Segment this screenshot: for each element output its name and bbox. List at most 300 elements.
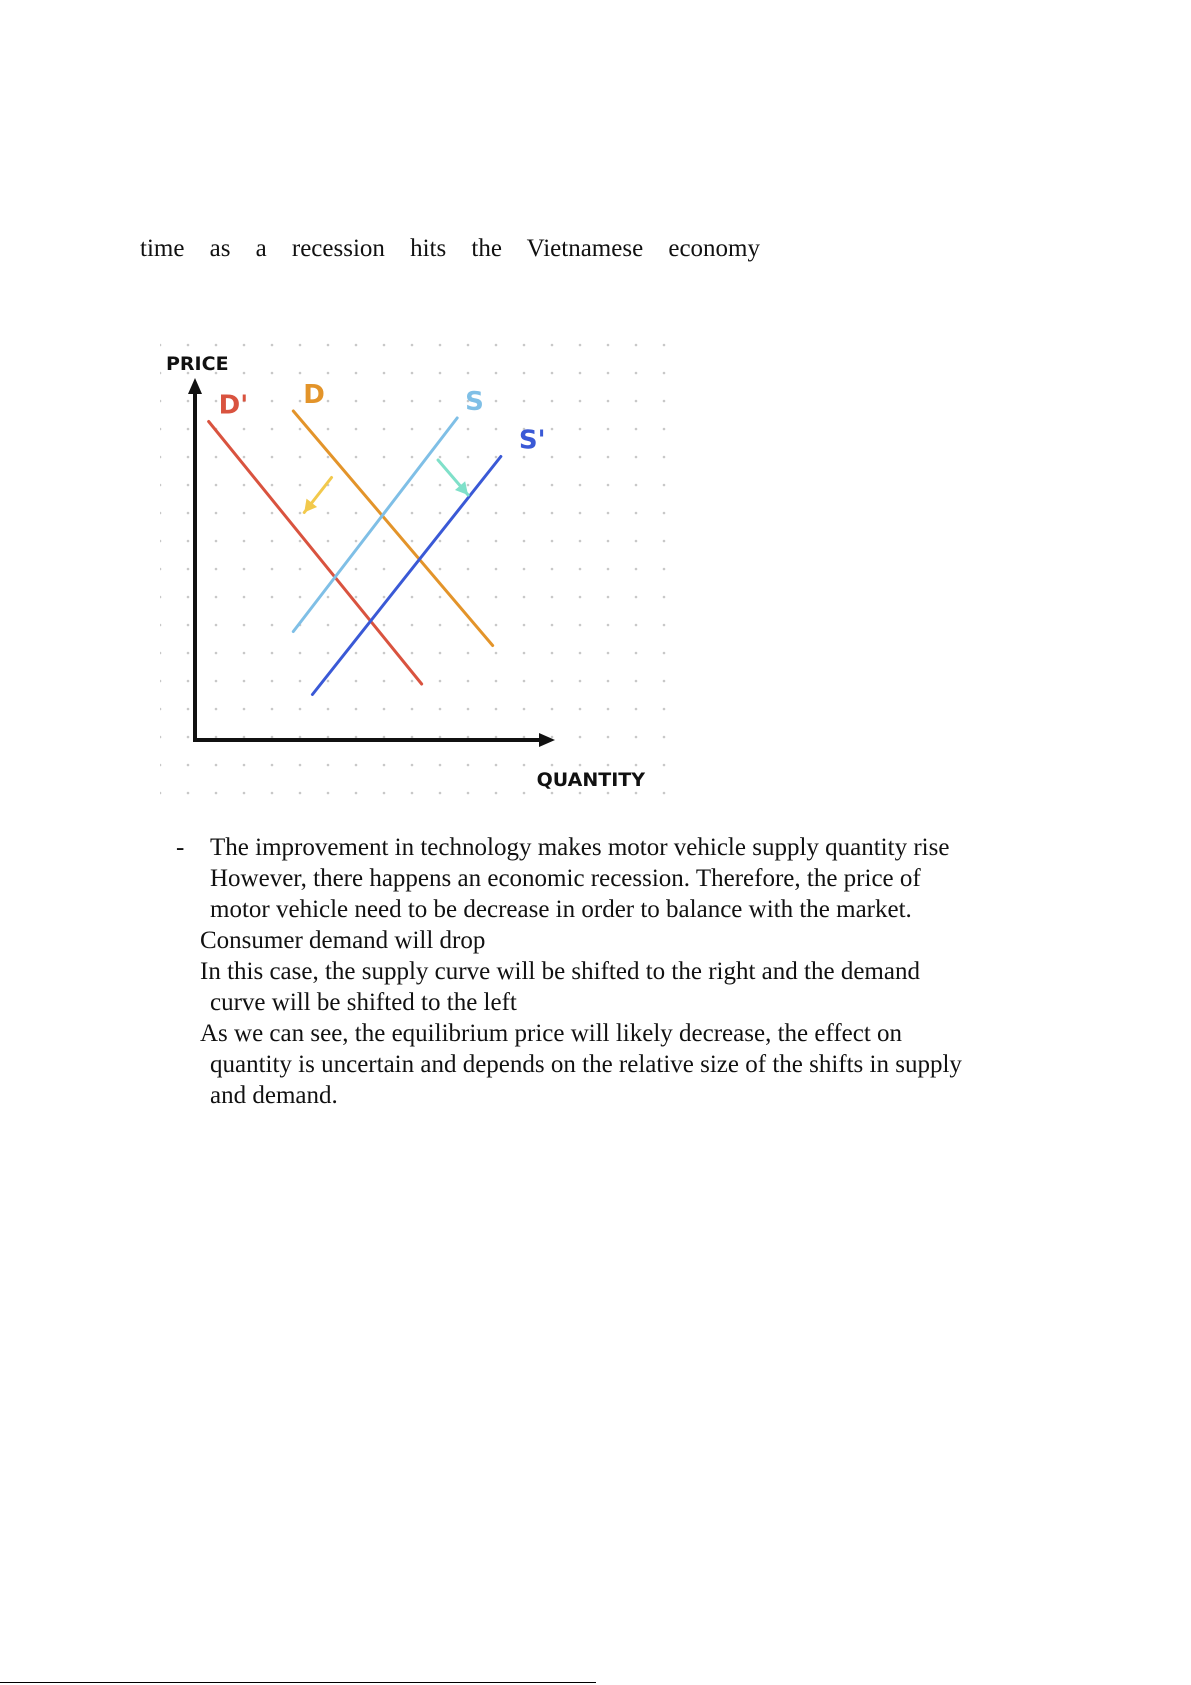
grid-dot (160, 596, 161, 599)
grid-dot (160, 680, 161, 683)
grid-dot (243, 764, 246, 767)
grid-dot (551, 568, 554, 571)
grid-dot (160, 568, 161, 571)
grid-dot (411, 484, 414, 487)
grid-dot (355, 680, 358, 683)
grid-dot (663, 540, 666, 543)
grid-dot (271, 484, 274, 487)
grid-dot (383, 456, 386, 459)
grid-dot (607, 624, 610, 627)
grid-dot (327, 764, 330, 767)
grid-dot (327, 512, 330, 515)
grid-dot (439, 792, 442, 795)
grid-dot (299, 680, 302, 683)
grid-dot (243, 708, 246, 711)
grid-dot (355, 652, 358, 655)
bullet-line: motor vehicle need to be decrease in order to balance with the market. (210, 896, 912, 923)
grid-dot (160, 652, 161, 655)
grid-dot (467, 344, 470, 347)
grid-dot (523, 708, 526, 711)
grid-dot (355, 764, 358, 767)
grid-dot (495, 764, 498, 767)
series-label: S (465, 387, 484, 417)
grid-dot (551, 652, 554, 655)
grid-dot (663, 400, 666, 403)
grid-dot (215, 344, 218, 347)
sub-item-demand-drop (172, 925, 1052, 956)
grid-dot (663, 456, 666, 459)
grid-dot (579, 652, 582, 655)
grid-dot (160, 456, 161, 459)
grid-dot (523, 624, 526, 627)
grid-dot (243, 680, 246, 683)
grid-dot (495, 568, 498, 571)
grid-dot (635, 736, 638, 739)
grid-dot (495, 372, 498, 375)
grid-dot (439, 652, 442, 655)
grid-dot (551, 764, 554, 767)
grid-dot (551, 372, 554, 375)
grid-dot (383, 624, 386, 627)
grid-dot (439, 708, 442, 711)
grid-dot (523, 344, 526, 347)
grid-dot (579, 568, 582, 571)
grid-dot (607, 512, 610, 515)
grid-dot (523, 792, 526, 795)
grid-dot (215, 568, 218, 571)
grid-dot (439, 484, 442, 487)
series-line (293, 418, 457, 632)
grid-dot (607, 568, 610, 571)
grid-dot (215, 624, 218, 627)
sub-item-equilibrium (172, 1018, 1052, 1111)
grid-dot (187, 484, 190, 487)
grid-dot (215, 652, 218, 655)
grid-dot (523, 652, 526, 655)
grid-dot (523, 400, 526, 403)
grid-dot (187, 540, 190, 543)
grid-dot (523, 736, 526, 739)
grid-dot (411, 764, 414, 767)
grid-dot (635, 680, 638, 683)
grid-dot (523, 512, 526, 515)
grid-dot (299, 568, 302, 571)
sub-item-curve-shift (172, 956, 1052, 1018)
dash-marker: - (176, 834, 185, 861)
grid-dot (495, 512, 498, 515)
grid-dot (327, 736, 330, 739)
sub-item-line: curve will be shifted to the left (210, 989, 517, 1016)
series-label: D' (218, 390, 249, 421)
bullet-line: However, there happens an economic recession. Therefore, the price of (210, 865, 921, 892)
grid-dot (299, 652, 302, 655)
grid-dot (607, 400, 610, 403)
sub-item-line: In this case, the supply curve will be shifted to the right and the demand (200, 958, 920, 985)
grid-dot (495, 736, 498, 739)
grid-dot (383, 400, 386, 403)
grid-dot (355, 792, 358, 795)
grid-dot (355, 344, 358, 347)
grid-dot (579, 792, 582, 795)
grid-dot (579, 624, 582, 627)
grid-dot (271, 596, 274, 599)
grid-dot (439, 512, 442, 515)
grid-dot (551, 428, 554, 431)
grid-dot (187, 568, 190, 571)
grid-dot (467, 596, 470, 599)
grid-dot (607, 792, 610, 795)
grid-dot (215, 400, 218, 403)
grid-dot (187, 736, 190, 739)
grid-dot (551, 344, 554, 347)
grid-dot (355, 624, 358, 627)
grid-dot (383, 540, 386, 543)
grid-dot (187, 792, 190, 795)
grid-dot (271, 400, 274, 403)
grid-dot (551, 456, 554, 459)
grid-dot (299, 540, 302, 543)
grid-dot (327, 400, 330, 403)
grid-dot (635, 512, 638, 515)
grid-dot (523, 680, 526, 683)
grid-dot (383, 708, 386, 711)
grid-dot (495, 708, 498, 711)
grid-dot (383, 596, 386, 599)
grid-dot (411, 512, 414, 515)
grid-dot (215, 708, 218, 711)
grid-dot (439, 428, 442, 431)
grid-dot (495, 400, 498, 403)
grid-dot (635, 568, 638, 571)
grid-dot (607, 428, 610, 431)
grid-dot (467, 456, 470, 459)
grid-dot (411, 596, 414, 599)
grid-dot (160, 484, 161, 487)
series-lines (209, 411, 501, 695)
grid-dot (495, 344, 498, 347)
grid-dot (215, 792, 218, 795)
grid-dot (271, 540, 274, 543)
grid-dot (607, 456, 610, 459)
grid-dot (495, 484, 498, 487)
grid-dot (215, 680, 218, 683)
grid-dot (355, 372, 358, 375)
grid-dot (663, 568, 666, 571)
shift-arrows (304, 460, 468, 513)
x-axis-arrow-icon (539, 733, 555, 747)
grid-dot (579, 400, 582, 403)
heading-line (140, 232, 760, 266)
heading-word: a (255, 235, 267, 262)
grid-dot (467, 624, 470, 627)
grid-dot (495, 792, 498, 795)
grid-dot (467, 568, 470, 571)
grid-dot (467, 708, 470, 711)
grid-dot (215, 512, 218, 515)
grid-dot (467, 484, 470, 487)
grid-dot (383, 736, 386, 739)
series-line (293, 411, 492, 646)
grid-dot (271, 512, 274, 515)
series-label: S' (518, 425, 546, 456)
grid-dot (467, 792, 470, 795)
grid-dot (439, 680, 442, 683)
grid-dot (383, 568, 386, 571)
grid-dot (271, 428, 274, 431)
grid-dot (607, 596, 610, 599)
grid-dot (439, 736, 442, 739)
grid-dot (187, 680, 190, 683)
grid-dot (243, 372, 246, 375)
grid-dot (383, 792, 386, 795)
grid-dot (299, 484, 302, 487)
grid-dot (635, 344, 638, 347)
sub-item-line: As we can see, the equilibrium price will likely decrease, the effect on (200, 1020, 903, 1047)
grid-dot (551, 540, 554, 543)
grid-dot (355, 428, 358, 431)
grid-dot (635, 372, 638, 375)
grid-dot (579, 736, 582, 739)
grid-dot (299, 596, 302, 599)
grid-dot (635, 708, 638, 711)
grid-dot (271, 456, 274, 459)
grid-dot (635, 428, 638, 431)
grid-dot (215, 736, 218, 739)
grid-dot (299, 764, 302, 767)
body-text (172, 832, 1052, 1111)
grid-dot (355, 540, 358, 543)
grid-dot (243, 736, 246, 739)
grid-dot (187, 764, 190, 767)
grid-dot (607, 372, 610, 375)
heading-word: hits (410, 235, 447, 262)
bullet-line: The improvement in technology makes motor vehicle supply quantity rise (210, 834, 950, 861)
grid-dot (355, 596, 358, 599)
grid-dot (607, 764, 610, 767)
grid-dot (411, 540, 414, 543)
grid-dot (160, 708, 161, 711)
grid-dot (187, 456, 190, 459)
sub-item-line: quantity is uncertain and depends on the relative size of the shifts in supply (210, 1051, 962, 1078)
grid-dot (243, 512, 246, 515)
grid-dot (327, 624, 330, 627)
grid-dot (355, 512, 358, 515)
grid-dot (271, 708, 274, 711)
grid-dot (663, 512, 666, 515)
grid-dot (243, 428, 246, 431)
grid-dot (271, 568, 274, 571)
grid-dot (299, 736, 302, 739)
grid-dot (467, 540, 470, 543)
grid-dot (160, 736, 161, 739)
grid-dot (411, 372, 414, 375)
grid-dot (579, 596, 582, 599)
grid-dot (271, 372, 274, 375)
grid-dot (243, 568, 246, 571)
grid-dot (495, 540, 498, 543)
grid-dot (607, 344, 610, 347)
grid-dot (187, 428, 190, 431)
grid-dot (271, 344, 274, 347)
grid-dot (160, 372, 161, 375)
grid-dot (439, 400, 442, 403)
grid-dot (411, 428, 414, 431)
grid-dot (635, 484, 638, 487)
heading-word: economy (668, 235, 760, 262)
grid-dot (439, 624, 442, 627)
grid-dot (635, 652, 638, 655)
grid-dot (495, 680, 498, 683)
grid-dot (467, 372, 470, 375)
grid-dot (299, 456, 302, 459)
grid-dot (355, 568, 358, 571)
grid-dot (523, 568, 526, 571)
grid-dot (523, 456, 526, 459)
grid-dot (383, 764, 386, 767)
grid-dot (607, 652, 610, 655)
heading-word: as (209, 235, 231, 262)
grid-dot (327, 372, 330, 375)
grid-dot (551, 708, 554, 711)
grid-dot (187, 512, 190, 515)
grid-dot (299, 344, 302, 347)
grid-dot (355, 400, 358, 403)
grid-dot (579, 764, 582, 767)
grid-dot (243, 540, 246, 543)
grid-dot (467, 764, 470, 767)
grid-dot (663, 484, 666, 487)
grid-dot (607, 708, 610, 711)
grid-dot (215, 484, 218, 487)
grid-dot (579, 484, 582, 487)
grid-dot (551, 792, 554, 795)
grid-dot (523, 372, 526, 375)
grid-dot (635, 596, 638, 599)
y-axis-label: PRICE (166, 353, 229, 375)
grid-dot (271, 764, 274, 767)
grid-dot (411, 400, 414, 403)
grid-dot (355, 708, 358, 711)
grid-dot (523, 540, 526, 543)
grid-dot (495, 428, 498, 431)
grid-dot (439, 372, 442, 375)
grid-dot (160, 624, 161, 627)
grid-dot (635, 792, 638, 795)
grid-dot (551, 400, 554, 403)
grid-dot (243, 792, 246, 795)
grid-dot (579, 680, 582, 683)
series-line (209, 422, 422, 685)
grid-dot (635, 624, 638, 627)
grid-dot (411, 652, 414, 655)
grid-dot (411, 792, 414, 795)
grid-dot (411, 736, 414, 739)
grid-dot (439, 596, 442, 599)
grid-dot (495, 652, 498, 655)
grid-dot (299, 792, 302, 795)
series-label: D (303, 380, 325, 410)
grid-dot (635, 764, 638, 767)
grid-dot (439, 344, 442, 347)
grid-dot (327, 456, 330, 459)
grid-dot (663, 764, 666, 767)
grid-dot (439, 456, 442, 459)
grid-dot (160, 512, 161, 515)
axes (188, 378, 555, 747)
grid-dot (215, 456, 218, 459)
grid-dot (607, 736, 610, 739)
grid-dot (551, 624, 554, 627)
grid-dot (663, 428, 666, 431)
grid-dot (327, 792, 330, 795)
grid-dot (327, 708, 330, 711)
grid-dot (663, 708, 666, 711)
grid-dot (327, 540, 330, 543)
grid-dot (327, 680, 330, 683)
grid-dot (411, 708, 414, 711)
grid-dot (215, 596, 218, 599)
grid-dot (411, 456, 414, 459)
grid-dot (439, 764, 442, 767)
grid-dot (215, 764, 218, 767)
grid-dot (663, 652, 666, 655)
grid-dot (243, 456, 246, 459)
grid-dot (299, 372, 302, 375)
x-axis-label: QUANTITY (536, 769, 645, 791)
grid-dot (355, 736, 358, 739)
grid-dot (383, 428, 386, 431)
grid-dot (327, 344, 330, 347)
grid-dot (383, 372, 386, 375)
grid-dot (467, 652, 470, 655)
grid-dot (160, 540, 161, 543)
heading-word: time (140, 235, 185, 262)
grid-dot (271, 624, 274, 627)
grid-dot (160, 764, 161, 767)
grid-dot (663, 344, 666, 347)
grid-dot (383, 652, 386, 655)
grid-dot (271, 792, 274, 795)
grid-dot (607, 484, 610, 487)
grid-dot (579, 540, 582, 543)
grid-dot (160, 400, 161, 403)
grid-dot (271, 736, 274, 739)
grid-dot (663, 792, 666, 795)
grid-dot (579, 428, 582, 431)
series-line (312, 457, 500, 695)
grid-dot (271, 680, 274, 683)
grid-dot (271, 652, 274, 655)
grid-dot (243, 596, 246, 599)
grid-dot (523, 764, 526, 767)
grid-dot (327, 652, 330, 655)
grid-dot (551, 484, 554, 487)
footnote-rule (0, 1682, 596, 1683)
grid-dot (495, 456, 498, 459)
grid-dot (663, 736, 666, 739)
grid-dot (411, 344, 414, 347)
grid-dot (299, 512, 302, 515)
sub-item-line: and demand. (210, 1082, 338, 1109)
grid-dot (523, 596, 526, 599)
grid-dot (160, 344, 161, 347)
grid-dot (160, 428, 161, 431)
grid-dot (663, 596, 666, 599)
grid-dot (299, 428, 302, 431)
grid-dot (635, 400, 638, 403)
grid-dot (243, 652, 246, 655)
grid-dot (551, 596, 554, 599)
